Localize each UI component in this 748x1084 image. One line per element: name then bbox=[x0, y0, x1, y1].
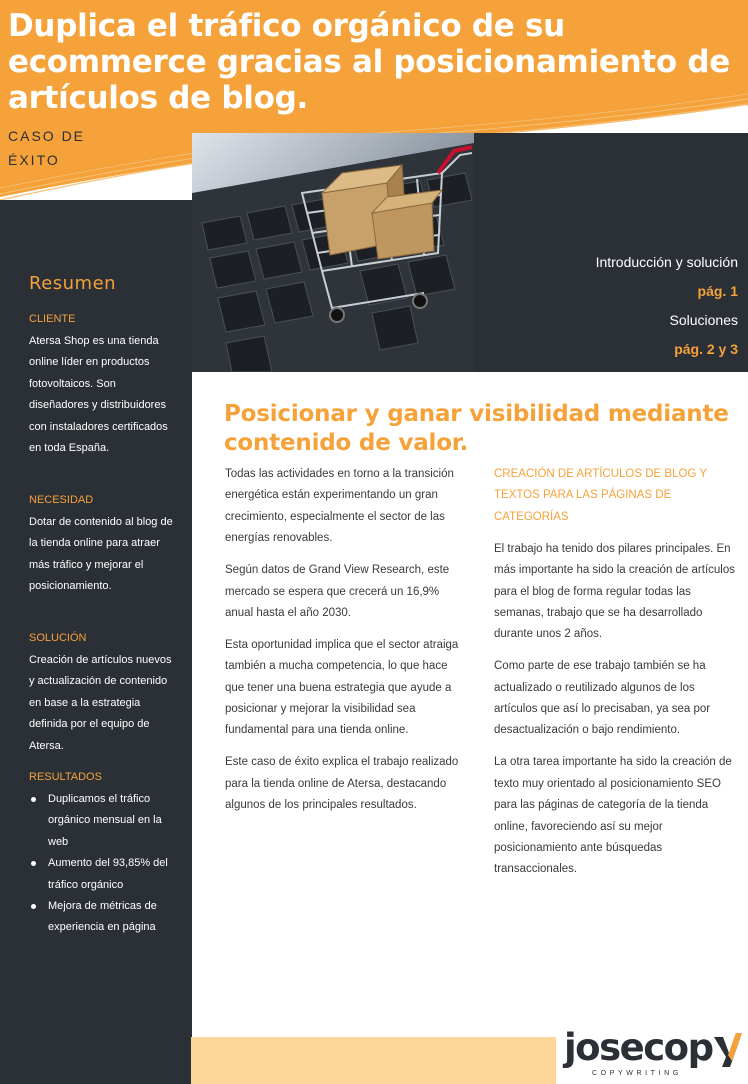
paragraph: Este caso de éxito explica el trabajo realizado para la tienda online de Atersa, destacando algunos de los principales resultados. bbox=[225, 756, 459, 812]
logo-y-mark-icon bbox=[714, 1031, 742, 1071]
client-heading: CLIENTE bbox=[29, 313, 76, 325]
list-item: Duplicamos el tráfico orgánico mensual en la web bbox=[29, 789, 179, 853]
results-section bbox=[29, 769, 173, 785]
paragraph: El trabajo ha tenido dos pilares principales. En más importante ha sido la creación de artículos para el blog de forma regular todas las semanas, trabajo que se ha desarrollado durante unos 2 años. bbox=[494, 542, 735, 641]
case-study-label: CASO DE ÉXITO bbox=[8, 128, 86, 168]
solution-text: Creación de artículos nuevos y actualización de contenido en base a la estrategia definida por el equipo de Atersa. bbox=[29, 654, 172, 752]
paragraph: La otra tarea importante ha sido la creación de texto muy orientado al posicionamiento SEO para las páginas de categoría de la tienda online, favoreciendo así su mejor posicionamiento ante búsquedas transaccionales. bbox=[494, 756, 732, 876]
results-list bbox=[29, 789, 179, 939]
client-text: Atersa Shop es una tienda online líder en productos fotovoltaicos. Son diseñadores y distribuidores con instaladores certificados en toda España. bbox=[29, 335, 168, 455]
solution-section bbox=[29, 630, 173, 757]
summary-heading: Resumen bbox=[29, 273, 117, 294]
right-column bbox=[494, 464, 740, 891]
client-section bbox=[29, 311, 173, 459]
need-text: Dotar de contenido al blog de la tienda online para atraer más tráfico y mejorar el posicionamiento. bbox=[29, 516, 173, 593]
paragraph: Como parte de ese trabajo también se ha actualizado o reutilizado algunos de los artículos que así lo precisaban, ya sea por desactualización o bajo rendimiento. bbox=[494, 660, 711, 737]
logo-tagline: COPYWRITING bbox=[592, 1070, 682, 1077]
list-item: Aumento del 93,85% del tráfico orgánico bbox=[29, 853, 179, 896]
section-heading: Posicionar y ganar visibilidad mediante contenido de valor. bbox=[224, 401, 729, 456]
paragraph: Esta oportunidad implica que el sector atraiga también a mucha competencia, lo que hace que tener una buena estrategia que ayude a posicionar y mejorar la visibilidad sea fundamental para una tienda online. bbox=[225, 638, 459, 737]
solution-heading: SOLUCIÓN bbox=[29, 632, 87, 644]
josecopy-logo bbox=[564, 1025, 744, 1080]
toc-item-intro[interactable]: Introducción y solución bbox=[595, 254, 738, 270]
toc-page-intro: pág. 1 bbox=[697, 283, 738, 299]
toc-item-solutions[interactable]: Soluciones bbox=[669, 312, 738, 328]
page-title: Duplica el tráfico orgánico de su ecommerce gracias al posicionamiento de artículos de blog. bbox=[8, 8, 731, 116]
paragraph: Todas las actividades en torno a la transición energética están experimentando un gran crecimiento, especialmente el sector de las energías renovables. bbox=[225, 468, 454, 545]
footer-accent-bar bbox=[191, 1037, 556, 1084]
table-of-contents-panel bbox=[474, 133, 748, 372]
results-heading: RESULTADOS bbox=[29, 771, 102, 783]
column-subheading: CREACIÓN DE ARTÍCULOS DE BLOG Y TEXTOS PARA LAS PÁGINAS DE CATEGORÍAS bbox=[494, 468, 707, 523]
need-section bbox=[29, 492, 173, 598]
need-heading: NECESIDAD bbox=[29, 494, 94, 506]
left-column bbox=[225, 464, 469, 827]
logo-wordmark: josecop bbox=[564, 1026, 713, 1069]
list-item: Mejora de métricas de experiencia en página bbox=[29, 896, 179, 939]
shopping-cart-laptop-photo bbox=[192, 133, 474, 372]
paragraph: Según datos de Grand View Research, este mercado se espera que crecerá un 16,9% anual hasta el año 2030. bbox=[225, 564, 450, 619]
toc-page-solutions: pág. 2 y 3 bbox=[674, 341, 738, 357]
